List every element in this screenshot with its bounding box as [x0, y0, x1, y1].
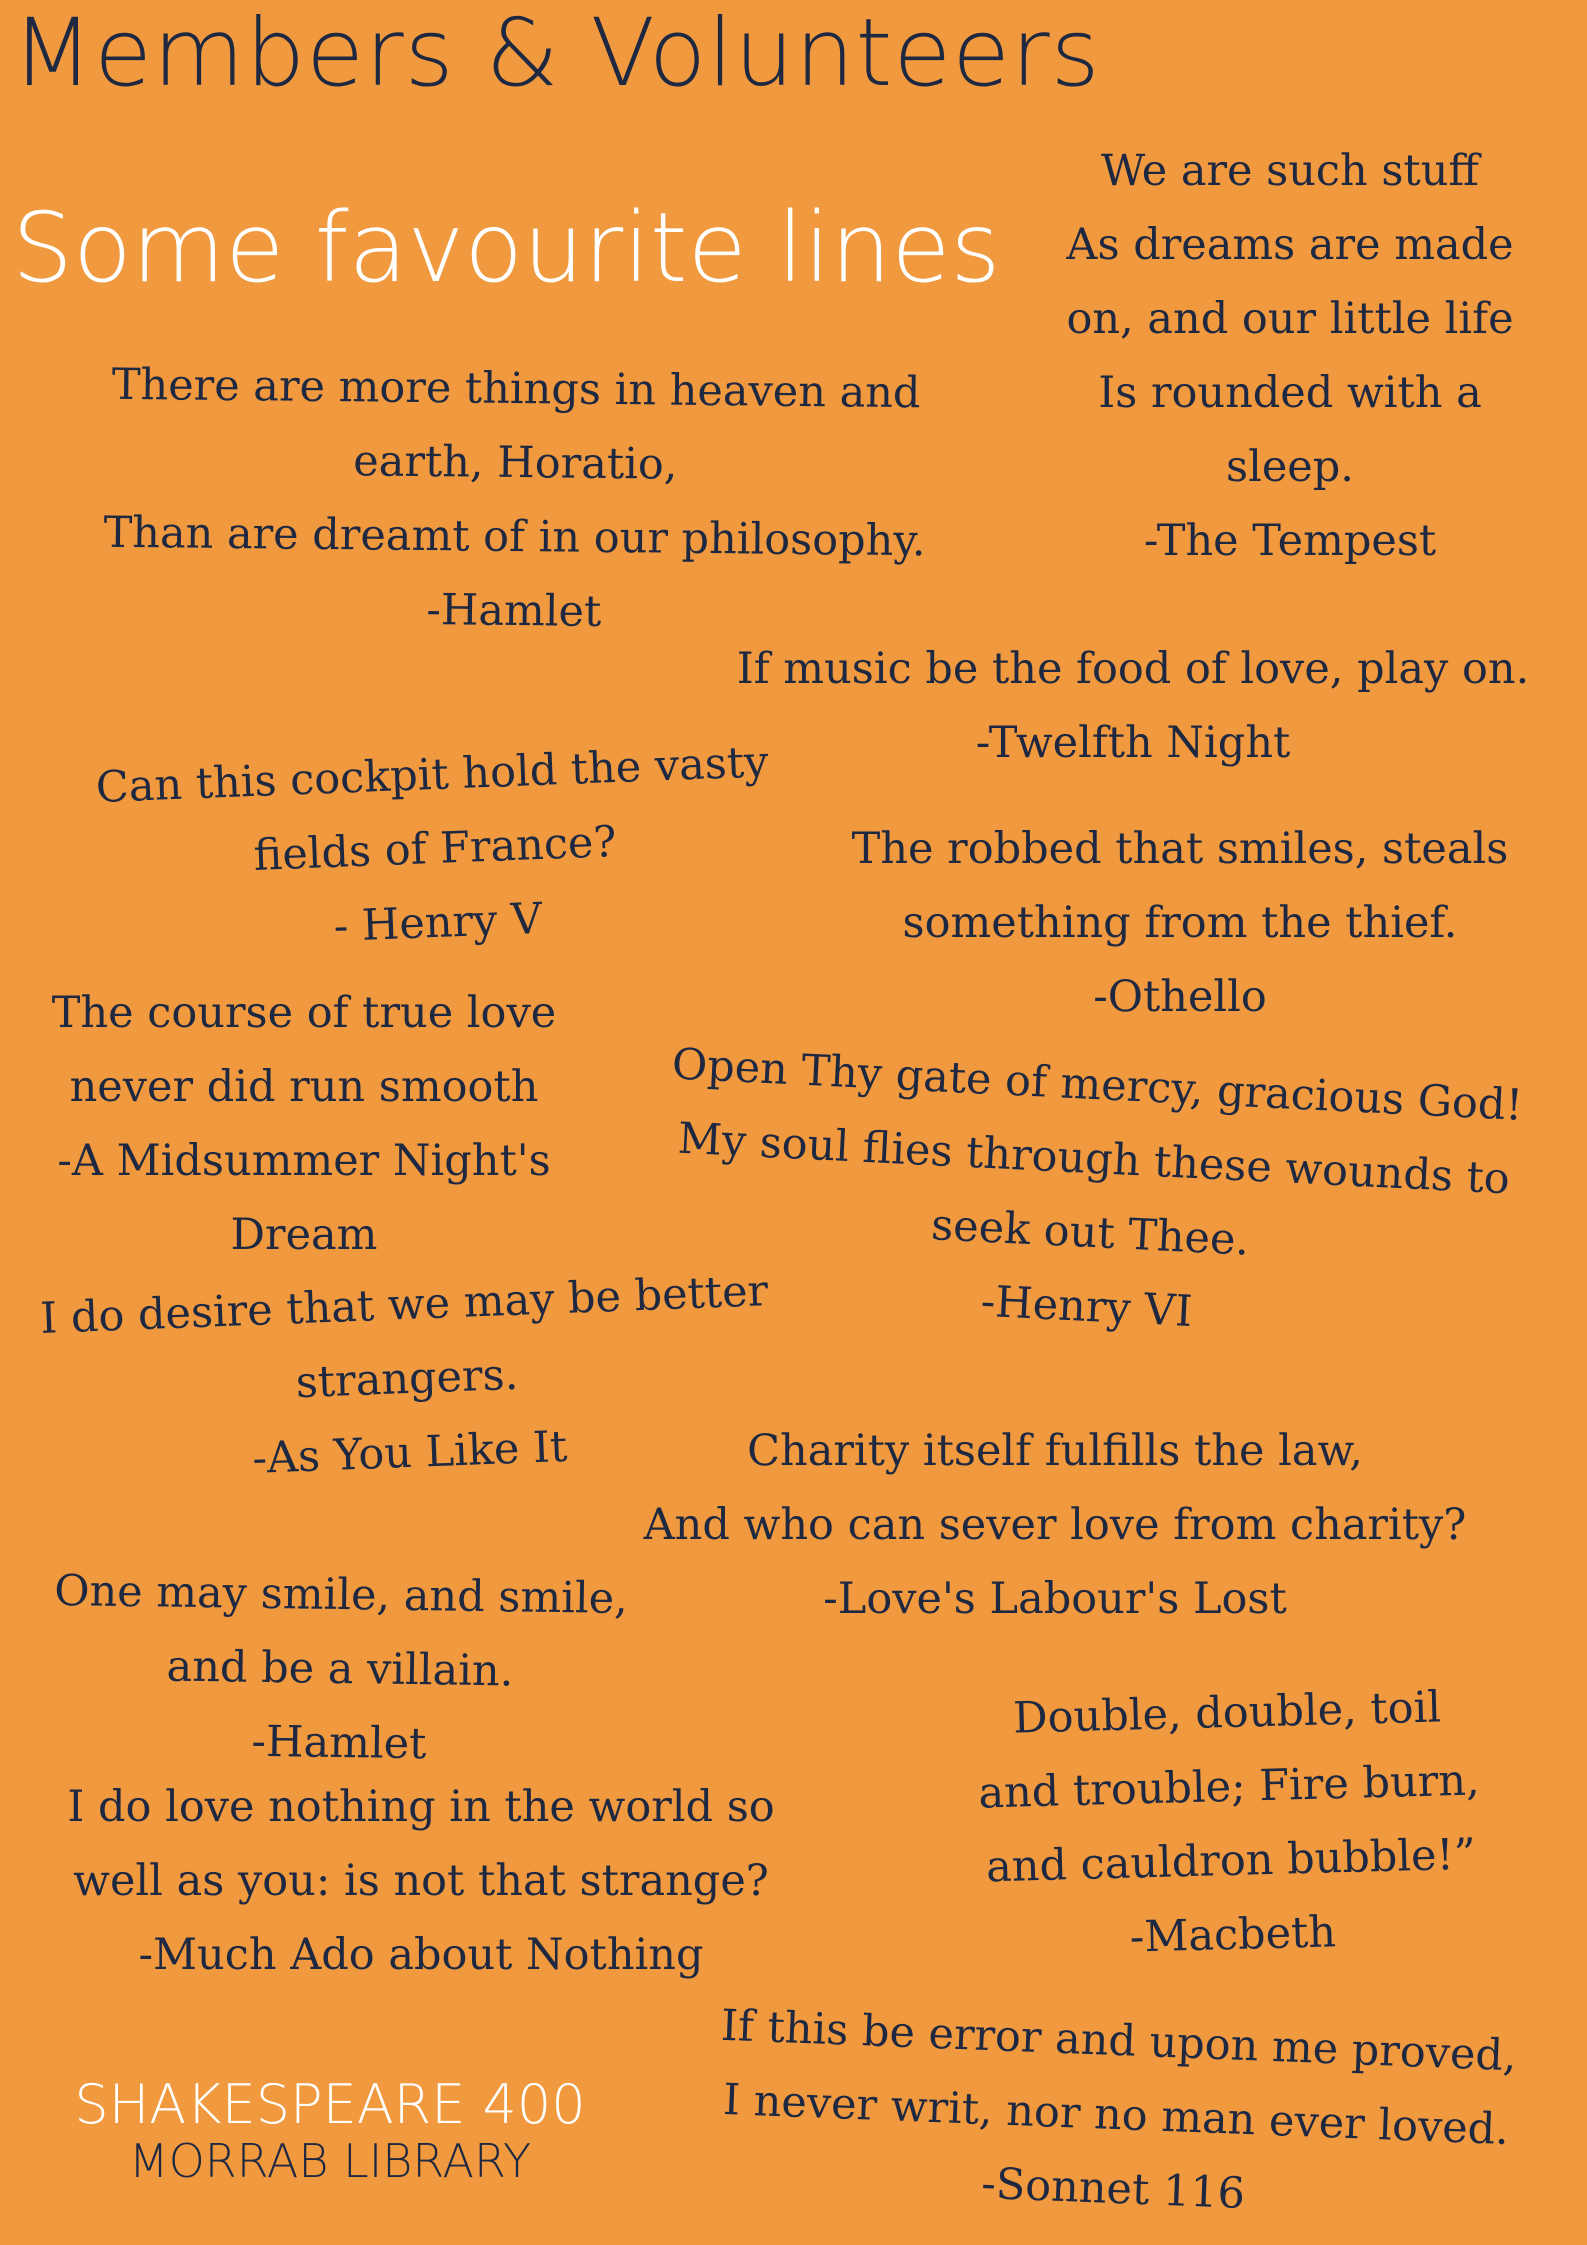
quote-attribution: -Macbeth	[1129, 1907, 1337, 1963]
quote-line: We are such stuff	[1101, 146, 1479, 196]
quote-attribution: -Hamlet	[251, 1716, 427, 1770]
quote-line: Can this cockpit hold the vasty	[94, 737, 770, 813]
quote-line: If this be error and upon me proved,	[720, 2000, 1518, 2082]
quote-line: something from the thief.	[902, 898, 1458, 948]
quote-line: I do love nothing in the world so	[67, 1782, 775, 1832]
quote-line: The robbed that smiles, steals	[851, 824, 1509, 874]
quote-line: Than are dreamt of in our philosophy.	[103, 507, 926, 567]
quote-line: And who can sever love from charity?	[643, 1500, 1467, 1550]
quote-line: never did run smooth	[69, 1062, 539, 1112]
quote-line: earth, Horatio,	[353, 436, 678, 490]
quote-attribution: -Twelfth Night	[975, 718, 1291, 768]
quote-line: If music be the food of love, play on.	[736, 644, 1530, 694]
quote-attribution: -Hamlet	[426, 585, 602, 637]
quote-line: Double, double, toil	[1012, 1682, 1442, 1744]
quote-henry-v	[46, 723, 824, 974]
quote-line: and cauldron bubble!”	[985, 1829, 1477, 1893]
quote-line: As dreams are made	[1066, 220, 1514, 270]
quote-line: I do desire that we may be better	[39, 1266, 769, 1345]
quote-othello	[800, 812, 1560, 1034]
quote-attribution: -As You Like It	[251, 1421, 569, 1484]
quote-attribution: -Othello	[1093, 972, 1267, 1022]
quote-line: Is rounded with a	[1098, 368, 1482, 418]
quote-line: fields of France?	[252, 817, 618, 881]
quote-line: -A Midsummer Night's	[57, 1136, 551, 1186]
quote-line: Dream	[230, 1210, 378, 1260]
quote-tempest	[1030, 134, 1550, 578]
quote-attribution: -Love's Labour's Lost	[823, 1574, 1287, 1624]
quote-attribution: -Much Ado about Nothing	[138, 1930, 704, 1980]
quote-midsummer	[6, 976, 602, 1272]
quote-sonnet-116	[662, 1987, 1570, 2243]
quote-twelfth-night	[688, 632, 1578, 780]
quote-line: strangers.	[294, 1349, 520, 1409]
quote-line: The course of true love	[51, 988, 557, 1038]
quote-line: Open Thy gate of mercy, gracious God!	[670, 1039, 1524, 1131]
quote-attribution: -Henry VI	[979, 1276, 1194, 1338]
quote-line: on, and our little life	[1066, 294, 1514, 344]
footer-line-library: MORRAB LIBRARY	[128, 2134, 532, 2189]
quote-much-ado	[16, 1770, 826, 1992]
quote-line: well as you: is not that strange?	[73, 1856, 769, 1906]
quote-line: seek out Thee.	[930, 1200, 1251, 1266]
quote-line: There are more things in heaven and	[111, 359, 921, 419]
quote-loves-labours-lost	[590, 1414, 1520, 1636]
page-subtitle: Some favourite lines	[12, 192, 1001, 304]
page-title: Members & Volunteers	[12, 0, 1101, 108]
quote-attribution: - Henry V	[332, 893, 543, 952]
quote-line: and trouble; Fire burn,	[977, 1755, 1481, 1819]
quote-attribution: -The Tempest	[1143, 516, 1437, 566]
quote-line: sleep.	[1226, 442, 1354, 492]
footer-logo	[20, 2074, 640, 2187]
quote-line: One may smile, and smile,	[53, 1566, 629, 1625]
quote-attribution: -Sonnet 116	[980, 2158, 1246, 2219]
footer-line-shakespeare: SHAKESPEARE 400	[74, 2073, 586, 2136]
quote-hamlet-smile	[8, 1553, 671, 1784]
quote-hamlet-heaven	[28, 347, 1001, 653]
quote-line: Charity itself fulfills the law,	[747, 1426, 1363, 1476]
quote-line: I never writ, nor no man ever loved.	[722, 2074, 1510, 2156]
quote-line: and be a villain.	[166, 1641, 514, 1697]
quote-macbeth	[946, 1669, 1514, 1980]
quote-line: My soul flies through these wounds to	[676, 1113, 1511, 1205]
